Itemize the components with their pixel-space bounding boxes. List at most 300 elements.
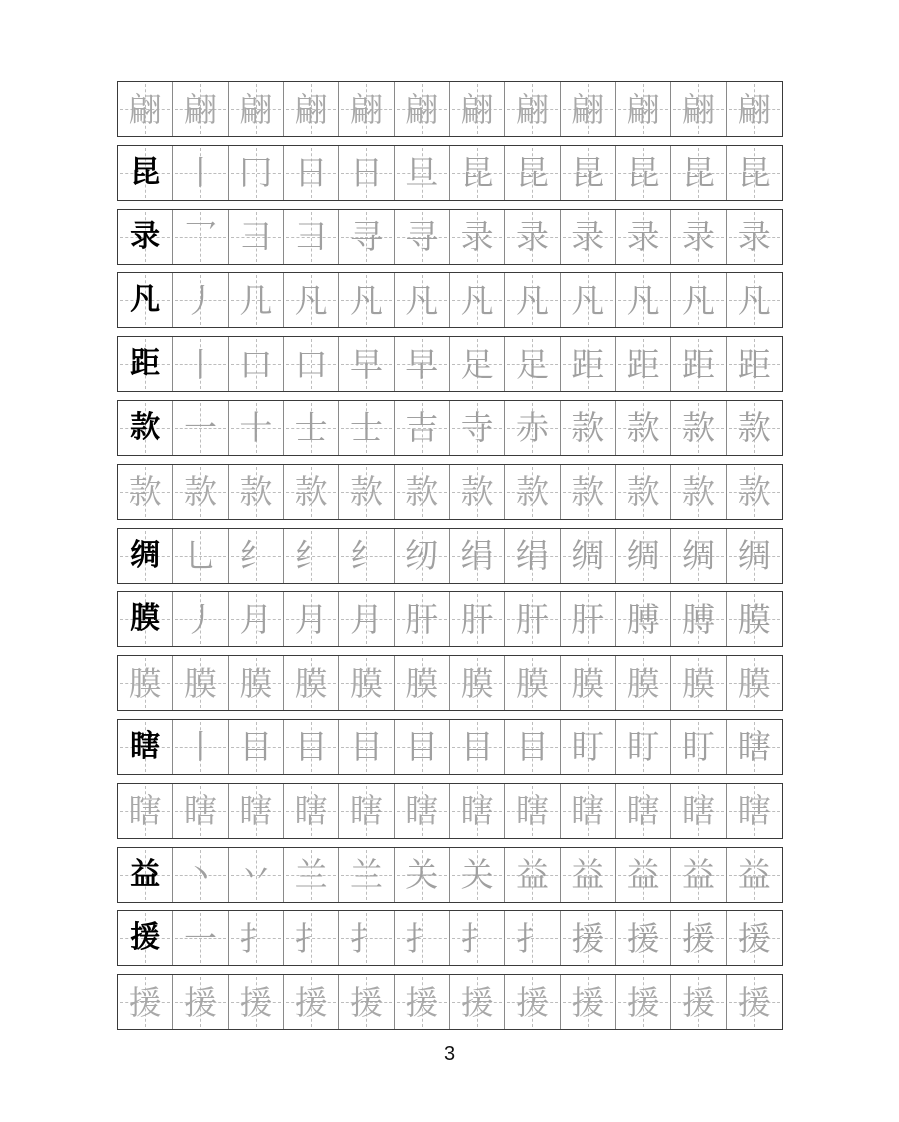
practice-cell (450, 82, 505, 136)
cell-character: 昆 (681, 153, 715, 193)
cell-character: 绸 (571, 536, 605, 576)
practice-cell (727, 465, 782, 519)
cell-character: 口 (239, 344, 273, 384)
practice-cell (561, 848, 616, 902)
cell-character: 瞎 (294, 791, 328, 831)
practice-cell (173, 592, 228, 646)
model-character-cell (118, 337, 173, 391)
cell-character: 录 (571, 217, 605, 257)
cell-character: 绸 (130, 537, 161, 573)
cell-character: 昆 (515, 153, 549, 193)
practice-cell (229, 210, 284, 264)
cell-character: 丨 (183, 727, 217, 767)
practice-cell (671, 784, 726, 838)
cell-character: 瞎 (515, 791, 549, 831)
cell-character: 膜 (460, 663, 494, 703)
practice-cell (450, 273, 505, 327)
cell-character: 昆 (130, 154, 161, 190)
practice-cell (339, 146, 394, 200)
practice-cell (339, 784, 394, 838)
cell-character: 目 (294, 727, 328, 767)
cell-character: 膜 (183, 663, 217, 703)
practice-cell (339, 656, 394, 710)
cell-character: 盯 (626, 727, 660, 767)
practice-cell (395, 529, 450, 583)
cell-character: 翩 (460, 89, 494, 129)
cell-character: 款 (737, 472, 771, 512)
cell-character: 丿 (183, 599, 217, 639)
practice-cell (561, 465, 616, 519)
practice-cell (561, 337, 616, 391)
practice-cell (671, 975, 726, 1029)
cell-character: 凡 (130, 282, 161, 318)
practice-cell (395, 337, 450, 391)
practice-cell (173, 337, 228, 391)
cell-character: 录 (626, 217, 660, 257)
practice-row (117, 464, 783, 520)
cell-character: 十 (239, 408, 273, 448)
practice-cell (450, 210, 505, 264)
cell-character: 膜 (130, 601, 161, 637)
practice-cell (173, 720, 228, 774)
cell-character: 昆 (571, 153, 605, 193)
practice-cell (284, 82, 339, 136)
cell-character: 吉 (405, 408, 439, 448)
cell-character: 彐 (294, 217, 328, 257)
practice-cell (339, 210, 394, 264)
cell-character: 绢 (460, 536, 494, 576)
practice-cell (450, 529, 505, 583)
cell-character: 纟 (349, 536, 383, 576)
practice-row (117, 209, 783, 265)
practice-cell (229, 146, 284, 200)
cell-character: 瞎 (737, 791, 771, 831)
cell-character: 扌 (460, 918, 494, 958)
practice-cell (616, 465, 671, 519)
practice-row (117, 145, 783, 201)
cell-character: 寻 (405, 217, 439, 257)
cell-character: 早 (405, 344, 439, 384)
cell-character: 援 (460, 982, 494, 1022)
cell-character: 膜 (128, 663, 162, 703)
practice-cell (671, 146, 726, 200)
cell-character: 距 (571, 344, 605, 384)
cell-character: 膊 (681, 599, 715, 639)
practice-cell (450, 592, 505, 646)
practice-cell (616, 720, 671, 774)
cell-character: 肝 (460, 599, 494, 639)
cell-character: 膜 (681, 663, 715, 703)
cell-character: 翩 (681, 89, 715, 129)
practice-cell (284, 784, 339, 838)
model-character-cell (118, 848, 173, 902)
practice-cell (284, 337, 339, 391)
model-character-cell (118, 720, 173, 774)
practice-cell (671, 656, 726, 710)
cell-character: 款 (737, 408, 771, 448)
cell-character: 一 (183, 918, 217, 958)
cell-character: 款 (460, 472, 494, 512)
practice-cell (505, 82, 560, 136)
cell-character: 瞎 (626, 791, 660, 831)
practice-cell (616, 975, 671, 1029)
cell-character: 翩 (626, 89, 660, 129)
practice-cell (561, 401, 616, 455)
cell-character: 凡 (737, 280, 771, 320)
cell-character: 绸 (681, 536, 715, 576)
practice-cell (561, 656, 616, 710)
cell-character: 兰 (349, 855, 383, 895)
practice-cell (727, 401, 782, 455)
practice-cell (561, 592, 616, 646)
cell-character: 膜 (737, 599, 771, 639)
cell-character: 膜 (349, 663, 383, 703)
practice-cell (339, 848, 394, 902)
practice-cell (229, 465, 284, 519)
practice-cell (561, 975, 616, 1029)
cell-character: 瞎 (183, 791, 217, 831)
cell-character: 款 (294, 472, 328, 512)
cell-character: 丿 (183, 280, 217, 320)
practice-cell (505, 146, 560, 200)
practice-cell (395, 210, 450, 264)
practice-cell (505, 273, 560, 327)
cell-character: 距 (737, 344, 771, 384)
practice-cell (505, 529, 560, 583)
practice-cell (173, 529, 228, 583)
practice-cell (561, 529, 616, 583)
practice-row (117, 719, 783, 775)
cell-character: 录 (460, 217, 494, 257)
practice-row (117, 81, 783, 137)
cell-character: 翩 (239, 89, 273, 129)
cell-character: 绢 (515, 536, 549, 576)
cell-character: 援 (681, 982, 715, 1022)
cell-character: 瞎 (571, 791, 605, 831)
practice-cell (339, 529, 394, 583)
practice-cell (339, 401, 394, 455)
practice-cell (450, 337, 505, 391)
model-character-cell (118, 146, 173, 200)
practice-cell (616, 82, 671, 136)
cell-character: 援 (626, 982, 660, 1022)
cell-character: 录 (515, 217, 549, 257)
cell-character: 援 (130, 920, 161, 956)
cell-character: 款 (571, 408, 605, 448)
cell-character: 肝 (571, 599, 605, 639)
cell-character: 彐 (239, 217, 273, 257)
cell-character: 扌 (349, 918, 383, 958)
practice-cell (450, 146, 505, 200)
cell-character: 益 (626, 855, 660, 895)
practice-row (117, 272, 783, 328)
practice-cell (395, 146, 450, 200)
cell-character: 瞎 (128, 791, 162, 831)
practice-cell (395, 848, 450, 902)
cell-character: 兰 (294, 855, 328, 895)
model-character-cell (118, 529, 173, 583)
cell-character: 距 (626, 344, 660, 384)
practice-cell (561, 720, 616, 774)
practice-row (117, 336, 783, 392)
cell-character: 翩 (405, 89, 439, 129)
practice-cell (229, 656, 284, 710)
cell-character: 一 (183, 408, 217, 448)
practice-cell (505, 465, 560, 519)
cell-character: 翩 (571, 89, 605, 129)
cell-character: 瞎 (130, 728, 161, 764)
cell-character: 月 (349, 599, 383, 639)
cell-character: 寺 (460, 408, 494, 448)
cell-character: 款 (183, 472, 217, 512)
practice-cell (616, 529, 671, 583)
practice-cell (395, 911, 450, 965)
practice-cell (505, 401, 560, 455)
practice-cell (727, 975, 782, 1029)
practice-cell (173, 911, 228, 965)
practice-cell (561, 784, 616, 838)
practice-cell (616, 337, 671, 391)
practice-cell (229, 592, 284, 646)
practice-row (117, 528, 783, 584)
practice-cell (671, 210, 726, 264)
cell-character: 援 (737, 918, 771, 958)
practice-cell (229, 401, 284, 455)
practice-cell (505, 784, 560, 838)
cell-character: 膜 (405, 663, 439, 703)
cell-character: 肝 (405, 599, 439, 639)
cell-character: 援 (294, 982, 328, 1022)
cell-character: 丨 (183, 153, 217, 193)
practice-cell (505, 656, 560, 710)
cell-character: 目 (405, 727, 439, 767)
practice-row (117, 847, 783, 903)
cell-character: 援 (515, 982, 549, 1022)
practice-cell (229, 784, 284, 838)
practice-cell (450, 720, 505, 774)
cell-character: 援 (571, 982, 605, 1022)
practice-cell (284, 592, 339, 646)
practice-cell (284, 656, 339, 710)
cell-character: 凡 (294, 280, 328, 320)
practice-cell (561, 146, 616, 200)
practice-row (117, 974, 783, 1030)
cell-character: 目 (460, 727, 494, 767)
practice-row (117, 783, 783, 839)
practice-cell (727, 337, 782, 391)
practice-cell (118, 656, 173, 710)
practice-cell (173, 848, 228, 902)
cell-character: 乛 (183, 217, 217, 257)
practice-cell (173, 656, 228, 710)
practice-cell (339, 720, 394, 774)
cell-character: 翩 (515, 89, 549, 129)
practice-cell (395, 975, 450, 1029)
cell-character: 凡 (349, 280, 383, 320)
practice-cell (284, 720, 339, 774)
practice-cell (671, 337, 726, 391)
practice-cell (395, 784, 450, 838)
page-number: 3 (443, 1043, 456, 1065)
practice-cell (118, 465, 173, 519)
practice-cell (450, 848, 505, 902)
model-character-cell (118, 911, 173, 965)
practice-cell (450, 401, 505, 455)
practice-cell (173, 465, 228, 519)
practice-cell (339, 337, 394, 391)
cell-character: 旦 (405, 153, 439, 193)
practice-cell (450, 911, 505, 965)
cell-character: 益 (515, 855, 549, 895)
practice-row (117, 655, 783, 711)
cell-character: 目 (515, 727, 549, 767)
cell-character: 口 (294, 344, 328, 384)
cell-character: 翩 (737, 89, 771, 129)
practice-cell (727, 273, 782, 327)
cell-character: 瞎 (405, 791, 439, 831)
cell-character: 援 (405, 982, 439, 1022)
practice-cell (727, 82, 782, 136)
practice-cell (173, 273, 228, 327)
cell-character: 目 (349, 727, 383, 767)
cell-character: 款 (571, 472, 605, 512)
practice-cell (284, 273, 339, 327)
practice-cell (229, 82, 284, 136)
practice-cell (727, 592, 782, 646)
cell-character: 扌 (515, 918, 549, 958)
practice-cell (671, 720, 726, 774)
cell-character: 翩 (183, 89, 217, 129)
cell-character: 凡 (405, 280, 439, 320)
cell-character: 关 (460, 855, 494, 895)
cell-character: 款 (405, 472, 439, 512)
cell-character: 援 (737, 982, 771, 1022)
practice-cell (505, 848, 560, 902)
practice-cell (671, 82, 726, 136)
model-character-cell (118, 592, 173, 646)
cell-character: 翩 (349, 89, 383, 129)
practice-cell (339, 911, 394, 965)
cell-character: 丷 (239, 855, 273, 895)
cell-character: 款 (681, 408, 715, 448)
cell-character: 盯 (571, 727, 605, 767)
practice-cell (395, 656, 450, 710)
practice-cell (505, 337, 560, 391)
cell-character: 款 (239, 472, 273, 512)
model-character-cell (118, 401, 173, 455)
cell-character: 士 (294, 408, 328, 448)
practice-cell (284, 146, 339, 200)
practice-cell (616, 210, 671, 264)
practice-cell (727, 656, 782, 710)
cell-character: 乚 (183, 536, 217, 576)
cell-character: 昆 (737, 153, 771, 193)
practice-cell (395, 82, 450, 136)
cell-character: 瞎 (349, 791, 383, 831)
practice-cell (339, 273, 394, 327)
practice-cell (284, 401, 339, 455)
cell-character: 翩 (128, 89, 162, 129)
practice-cell (671, 465, 726, 519)
cell-character: 扌 (294, 918, 328, 958)
cell-character: 赤 (515, 408, 549, 448)
practice-cell (118, 82, 173, 136)
cell-character: 膜 (737, 663, 771, 703)
cell-character: 丨 (183, 344, 217, 384)
cell-character: 日 (294, 153, 328, 193)
cell-character: 冂 (239, 153, 273, 193)
model-character-cell (118, 273, 173, 327)
cell-character: 昆 (460, 153, 494, 193)
cell-character: 纟 (294, 536, 328, 576)
practice-cell (118, 784, 173, 838)
cell-character: 凡 (571, 280, 605, 320)
cell-character: 款 (128, 472, 162, 512)
cell-character: 款 (626, 472, 660, 512)
practice-cell (505, 210, 560, 264)
practice-cell (505, 975, 560, 1029)
cell-character: 扌 (239, 918, 273, 958)
practice-cell (284, 210, 339, 264)
cell-character: 录 (130, 218, 161, 254)
cell-character: 纫 (405, 536, 439, 576)
cell-character: 膜 (515, 663, 549, 703)
practice-cell (173, 784, 228, 838)
practice-cell (284, 529, 339, 583)
practice-cell (339, 975, 394, 1029)
practice-grid (117, 81, 783, 1038)
practice-cell (671, 848, 726, 902)
cell-character: 早 (349, 344, 383, 384)
practice-cell (561, 273, 616, 327)
cell-character: 寻 (349, 217, 383, 257)
cell-character: 士 (349, 408, 383, 448)
cell-character: 月 (239, 599, 273, 639)
cell-character: 盯 (681, 727, 715, 767)
cell-character: 款 (130, 409, 161, 445)
practice-cell (395, 465, 450, 519)
practice-cell (505, 911, 560, 965)
practice-cell (616, 848, 671, 902)
practice-cell (616, 592, 671, 646)
cell-character: 距 (681, 344, 715, 384)
cell-character: 膜 (239, 663, 273, 703)
practice-cell (229, 337, 284, 391)
practice-cell (284, 848, 339, 902)
practice-cell (616, 656, 671, 710)
practice-cell (561, 911, 616, 965)
practice-cell (173, 146, 228, 200)
cell-character: 瞎 (460, 791, 494, 831)
cell-character: 关 (405, 855, 439, 895)
practice-cell (727, 210, 782, 264)
cell-character: 距 (130, 346, 161, 382)
cell-character: 援 (571, 918, 605, 958)
cell-character: 膜 (626, 663, 660, 703)
cell-character: 丶 (183, 855, 217, 895)
cell-character: 昆 (626, 153, 660, 193)
cell-character: 录 (737, 217, 771, 257)
practice-cell (505, 592, 560, 646)
practice-cell (395, 273, 450, 327)
practice-cell (727, 848, 782, 902)
cell-character: 录 (681, 217, 715, 257)
practice-cell (173, 975, 228, 1029)
model-character-cell (118, 210, 173, 264)
practice-cell (671, 273, 726, 327)
cell-character: 纟 (239, 536, 273, 576)
practice-cell (616, 911, 671, 965)
